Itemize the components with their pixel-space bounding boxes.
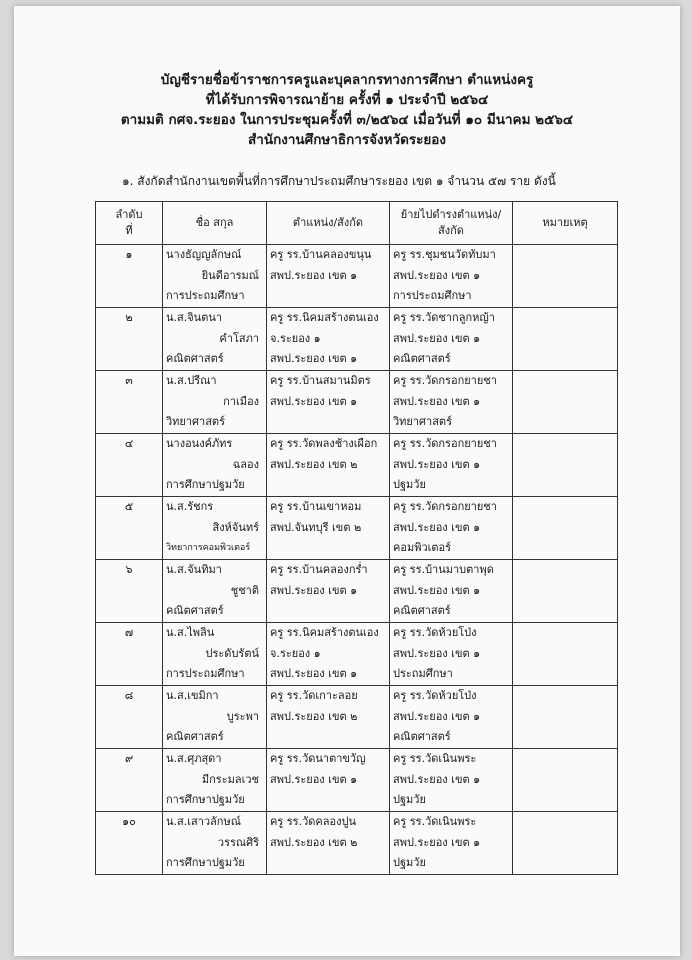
major: การประถมศึกษา bbox=[166, 667, 245, 680]
table-row bbox=[96, 560, 618, 623]
new-position-line-1: ครู รร.วัดกรอกยายชา bbox=[393, 500, 497, 513]
first-name: น.ส.ไพลิน bbox=[166, 626, 215, 639]
row-number: ๙ bbox=[96, 749, 163, 812]
current-position bbox=[267, 560, 390, 623]
teacher-name bbox=[163, 434, 267, 497]
last-name: มีกระมลเวช bbox=[201, 772, 259, 786]
major: การประถมศึกษา bbox=[166, 289, 245, 302]
position-line-2: สพป.ระยอง เขต ๑ bbox=[270, 394, 358, 408]
current-position bbox=[267, 686, 390, 749]
teacher-name bbox=[163, 497, 267, 560]
major: คณิตศาสตร์ bbox=[166, 352, 224, 365]
row-number: ๘ bbox=[96, 686, 163, 749]
new-position bbox=[390, 497, 513, 560]
new-position-line-2: สพป.ระยอง เขต ๑ bbox=[393, 772, 481, 786]
new-position-line-3: การประถมศึกษา bbox=[393, 289, 472, 302]
table-row bbox=[96, 623, 618, 686]
new-position bbox=[390, 560, 513, 623]
teacher-name bbox=[163, 371, 267, 434]
first-name: น.ส.จันทิมา bbox=[166, 563, 222, 576]
section-subtitle: ๑. สังกัดสำนักงานเขตพื้นที่การศึกษาประถมศึกษาระยอง เขต ๑ จำนวน ๕๗ ราย ดังนี้ bbox=[122, 174, 556, 188]
table-row bbox=[96, 749, 618, 812]
table-row bbox=[96, 371, 618, 434]
new-position-line-3: ปฐมวัย bbox=[393, 856, 426, 869]
new-position-line-1: ครู รร.วัดกรอกยายชา bbox=[393, 374, 497, 387]
row-number: ๑ bbox=[96, 245, 163, 308]
new-position bbox=[390, 308, 513, 371]
new-position-line-3: ปฐมวัย bbox=[393, 793, 426, 806]
new-position-line-1: ครู รร.วัดชากลูกหญ้า bbox=[393, 311, 495, 324]
major: คณิตศาสตร์ bbox=[166, 730, 224, 743]
position-line-1: ครู รร.บ้านคลองกร่ำ bbox=[270, 563, 368, 576]
last-name: สิงห์จันทร์ bbox=[212, 520, 259, 534]
table-row bbox=[96, 686, 618, 749]
last-name: ฉลอง bbox=[232, 457, 259, 471]
row-number: ๕ bbox=[96, 497, 163, 560]
position-line-1: ครู รร.นิคมสร้างตนเอง bbox=[270, 626, 379, 639]
last-name: บูระพา bbox=[226, 709, 259, 723]
document-header bbox=[14, 70, 680, 150]
header-no: ลำดับ ที่ bbox=[96, 202, 163, 245]
remark-cell bbox=[513, 245, 618, 308]
row-number: ๒ bbox=[96, 308, 163, 371]
first-name: นางธัญญลักษณ์ bbox=[166, 248, 242, 261]
new-position bbox=[390, 371, 513, 434]
new-position-line-3: คอมพิวเตอร์ bbox=[393, 541, 452, 554]
new-position-line-2: สพป.ระยอง เขต ๑ bbox=[393, 583, 481, 597]
position-line-2: จ.ระยอง ๑ bbox=[270, 646, 321, 660]
position-line-2: สพป.ระยอง เขต ๒ bbox=[270, 835, 358, 849]
table-header-row bbox=[96, 202, 618, 245]
new-position-line-2: สพป.ระยอง เขต ๑ bbox=[393, 331, 481, 345]
new-position bbox=[390, 812, 513, 875]
current-position bbox=[267, 623, 390, 686]
teacher-name bbox=[163, 812, 267, 875]
header-move-to: ย้ายไปดำรงตำแหน่ง/ สังกัด bbox=[390, 202, 513, 245]
teacher-name bbox=[163, 686, 267, 749]
document-page bbox=[14, 6, 680, 956]
current-position bbox=[267, 812, 390, 875]
new-position bbox=[390, 434, 513, 497]
remark-cell bbox=[513, 623, 618, 686]
table-row bbox=[96, 497, 618, 560]
major: วิทยาการคอมพิวเตอร์ bbox=[166, 543, 251, 553]
teacher-name bbox=[163, 623, 267, 686]
header-position: ตำแหน่ง/สังกัด bbox=[267, 202, 390, 245]
position-line-1: ครู รร.วัดเกาะลอย bbox=[270, 689, 358, 702]
current-position bbox=[267, 434, 390, 497]
position-line-2: สพป.ระยอง เขต ๑ bbox=[270, 583, 358, 597]
position-line-1: ครู รร.นิคมสร้างตนเอง bbox=[270, 311, 379, 324]
new-position-line-3: คณิตศาสตร์ bbox=[393, 730, 451, 743]
first-name: นางอนงค์ภัทร bbox=[166, 437, 233, 450]
position-line-3: สพป.ระยอง เขต ๑ bbox=[270, 352, 358, 365]
new-position-line-2: สพป.ระยอง เขต ๑ bbox=[393, 394, 481, 408]
position-line-2: สพป.ระยอง เขต ๒ bbox=[270, 709, 358, 723]
teacher-name bbox=[163, 749, 267, 812]
remark-cell bbox=[513, 434, 618, 497]
remark-cell bbox=[513, 371, 618, 434]
remark-cell bbox=[513, 308, 618, 371]
table-row bbox=[96, 245, 618, 308]
position-line-1: ครู รร.วัดพลงช้างเผือก bbox=[270, 437, 378, 450]
new-position-line-2: สพป.ระยอง เขต ๑ bbox=[393, 709, 481, 723]
new-position bbox=[390, 245, 513, 308]
current-position bbox=[267, 371, 390, 434]
last-name: กาเมือง bbox=[223, 394, 259, 408]
current-position bbox=[267, 245, 390, 308]
remark-cell bbox=[513, 812, 618, 875]
row-number: ๔ bbox=[96, 434, 163, 497]
new-position-line-1: ครู รร.ชุมชนวัดทับมา bbox=[393, 248, 496, 261]
position-line-1: ครู รร.บ้านเขาหอม bbox=[270, 500, 362, 513]
major: การศึกษาปฐมวัย bbox=[166, 793, 245, 806]
new-position-line-3: ประถมศึกษา bbox=[393, 667, 453, 680]
current-position bbox=[267, 497, 390, 560]
new-position bbox=[390, 749, 513, 812]
row-number: ๓ bbox=[96, 371, 163, 434]
position-line-3: สพป.ระยอง เขต ๑ bbox=[270, 667, 358, 680]
row-number: ๖ bbox=[96, 560, 163, 623]
new-position-line-1: ครู รร.วัดเนินพระ bbox=[393, 815, 477, 828]
remark-cell bbox=[513, 686, 618, 749]
new-position-line-1: ครู รร.บ้านมาบตาพุด bbox=[393, 563, 494, 576]
position-line-2: สพป.จันทบุรี เขต ๒ bbox=[270, 520, 362, 534]
header-name: ชื่อ สกุล bbox=[163, 202, 267, 245]
teacher-name bbox=[163, 560, 267, 623]
remark-cell bbox=[513, 560, 618, 623]
new-position-line-3: วิทยาศาสตร์ bbox=[393, 415, 452, 428]
table-row bbox=[96, 308, 618, 371]
header-remark: หมายเหตุ bbox=[513, 202, 618, 245]
last-name: ประดับรัตน์ bbox=[205, 646, 259, 660]
first-name: น.ส.จินตนา bbox=[166, 311, 223, 324]
current-position bbox=[267, 308, 390, 371]
last-name: คำโสภา bbox=[219, 331, 259, 345]
table-row bbox=[96, 812, 618, 875]
current-position bbox=[267, 749, 390, 812]
last-name: ยินดีอารมณ์ bbox=[201, 268, 259, 282]
major: การศึกษาปฐมวัย bbox=[166, 856, 245, 869]
transfer-table bbox=[95, 201, 618, 875]
new-position-line-2: สพป.ระยอง เขต ๑ bbox=[393, 457, 481, 471]
position-line-1: ครู รร.บ้านสมานมิตร bbox=[270, 374, 371, 387]
row-number: ๑๐ bbox=[96, 812, 163, 875]
new-position-line-2: สพป.ระยอง เขต ๑ bbox=[393, 835, 481, 849]
last-name: ชูชาติ bbox=[230, 583, 259, 597]
new-position-line-1: ครู รร.วัดกรอกยายชา bbox=[393, 437, 497, 450]
first-name: น.ส.ศุภสุดา bbox=[166, 752, 222, 765]
first-name: น.ส.รัชกร bbox=[166, 500, 214, 513]
title-line-1: บัญชีรายชื่อข้าราชการครูและบุคลากรทางการศึกษา ตำแหน่งครู bbox=[160, 72, 534, 88]
position-line-2: จ.ระยอง ๑ bbox=[270, 331, 321, 345]
new-position-line-1: ครู รร.วัดห้วยโป่ง bbox=[393, 626, 477, 639]
new-position-line-1: ครู รร.วัดเนินพระ bbox=[393, 752, 477, 765]
new-position-line-3: คณิตศาสตร์ bbox=[393, 352, 451, 365]
new-position-line-2: สพป.ระยอง เขต ๑ bbox=[393, 520, 481, 534]
last-name: วรรณศิริ bbox=[217, 835, 259, 849]
remark-cell bbox=[513, 497, 618, 560]
new-position-line-3: ปฐมวัย bbox=[393, 478, 426, 491]
position-line-2: สพป.ระยอง เขต ๑ bbox=[270, 268, 358, 282]
teacher-name bbox=[163, 308, 267, 371]
new-position bbox=[390, 686, 513, 749]
first-name: น.ส.เสาวลักษณ์ bbox=[166, 815, 241, 828]
title-line-2: ที่ได้รับการพิจารณาย้าย ครั้งที่ ๑ ประจำปี ๒๕๖๔ bbox=[205, 92, 489, 108]
major: วิทยาศาสตร์ bbox=[166, 415, 225, 428]
title-line-4: สำนักงานศึกษาธิการจังหวัดระยอง bbox=[248, 132, 446, 148]
major: คณิตศาสตร์ bbox=[166, 604, 224, 617]
table-row bbox=[96, 434, 618, 497]
major: การศึกษาปฐมวัย bbox=[166, 478, 245, 491]
new-position-line-2: สพป.ระยอง เขต ๑ bbox=[393, 646, 481, 660]
remark-cell bbox=[513, 749, 618, 812]
new-position-line-3: คณิตศาสตร์ bbox=[393, 604, 451, 617]
first-name: น.ส.เขมิกา bbox=[166, 689, 219, 702]
position-line-2: สพป.ระยอง เขต ๒ bbox=[270, 457, 358, 471]
position-line-1: ครู รร.วัดคลองปูน bbox=[270, 815, 356, 828]
new-position-line-2: สพป.ระยอง เขต ๑ bbox=[393, 268, 481, 282]
title-line-3: ตามมติ กศจ.ระยอง ในการประชุมครั้งที่ ๓/๒๕๖๔ เมื่อวันที่ ๑๐ มีนาคม ๒๕๖๔ bbox=[120, 112, 574, 128]
new-position-line-1: ครู รร.วัดห้วยโป่ง bbox=[393, 689, 477, 702]
position-line-1: ครู รร.บ้านคลองขนุน bbox=[270, 248, 372, 261]
first-name: น.ส.ปรีณา bbox=[166, 374, 217, 387]
position-line-1: ครู รร.วัดนาตาขวัญ bbox=[270, 752, 366, 765]
new-position bbox=[390, 623, 513, 686]
row-number: ๗ bbox=[96, 623, 163, 686]
teacher-name bbox=[163, 245, 267, 308]
position-line-2: สพป.ระยอง เขต ๑ bbox=[270, 772, 358, 786]
